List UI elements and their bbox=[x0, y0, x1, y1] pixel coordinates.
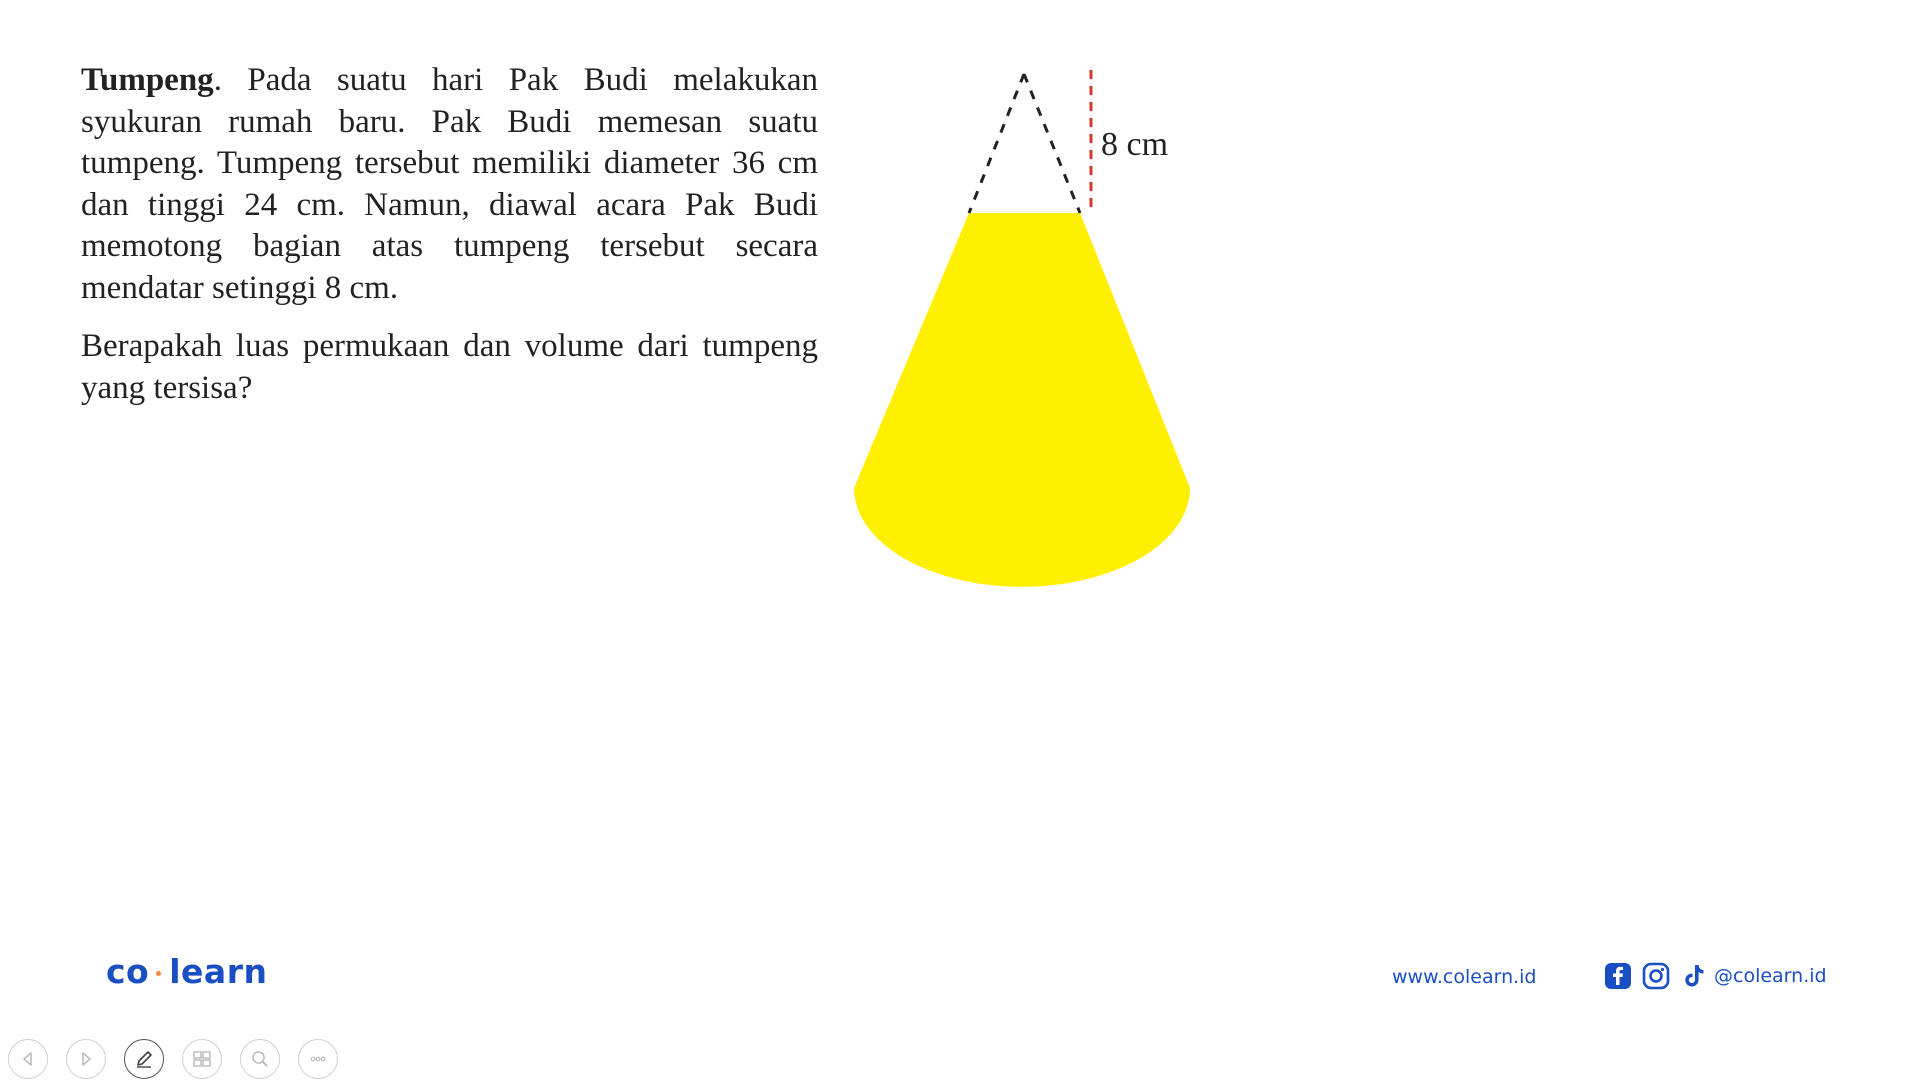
problem-title: Tumpeng bbox=[81, 62, 214, 98]
logo-co: co bbox=[106, 952, 150, 991]
website-link[interactable]: www.colearn.id bbox=[1392, 966, 1537, 988]
more-button[interactable] bbox=[298, 1039, 338, 1079]
tiktok-icon[interactable] bbox=[1680, 962, 1708, 990]
colearn-logo bbox=[106, 952, 267, 991]
more-icon bbox=[307, 1048, 329, 1070]
facebook-icon[interactable] bbox=[1604, 962, 1632, 990]
problem-text bbox=[81, 60, 818, 409]
height-label: 8 cm bbox=[1101, 126, 1169, 163]
social-links bbox=[1604, 962, 1827, 990]
presentation-toolbar bbox=[8, 1039, 356, 1079]
problem-question: Berapakah luas permukaan dan volume dari tumpeng yang tersisa? bbox=[81, 328, 818, 406]
pen-icon bbox=[133, 1048, 155, 1070]
logo-learn: learn bbox=[169, 952, 268, 991]
problem-paragraph-1 bbox=[81, 60, 818, 309]
apex-dashed-right bbox=[1024, 74, 1080, 213]
slides-button[interactable] bbox=[182, 1039, 222, 1079]
pen-button[interactable] bbox=[124, 1039, 164, 1079]
social-handle: @colearn.id bbox=[1714, 965, 1827, 987]
next-button[interactable] bbox=[66, 1039, 106, 1079]
problem-body: . Pada suatu hari Pak Budi melakukan syukuran rumah baru. Pak Budi memesan suatu tumpeng. Tumpeng tersebut memiliki diameter 36 cm dan tinggi 24 cm. Namun, diawal acara Pak Budi memotong bagian atas tumpeng tersebut secara mendatar setinggi 8 cm. bbox=[81, 62, 818, 306]
previous-icon bbox=[17, 1048, 39, 1070]
logo-dot bbox=[156, 971, 161, 976]
zoom-icon bbox=[249, 1048, 271, 1070]
frustum-body bbox=[854, 213, 1190, 587]
slides-icon bbox=[191, 1048, 213, 1070]
zoom-button[interactable] bbox=[240, 1039, 280, 1079]
previous-button[interactable] bbox=[8, 1039, 48, 1079]
apex-dashed-left bbox=[969, 74, 1024, 213]
instagram-icon[interactable] bbox=[1642, 962, 1670, 990]
next-icon bbox=[75, 1048, 97, 1070]
